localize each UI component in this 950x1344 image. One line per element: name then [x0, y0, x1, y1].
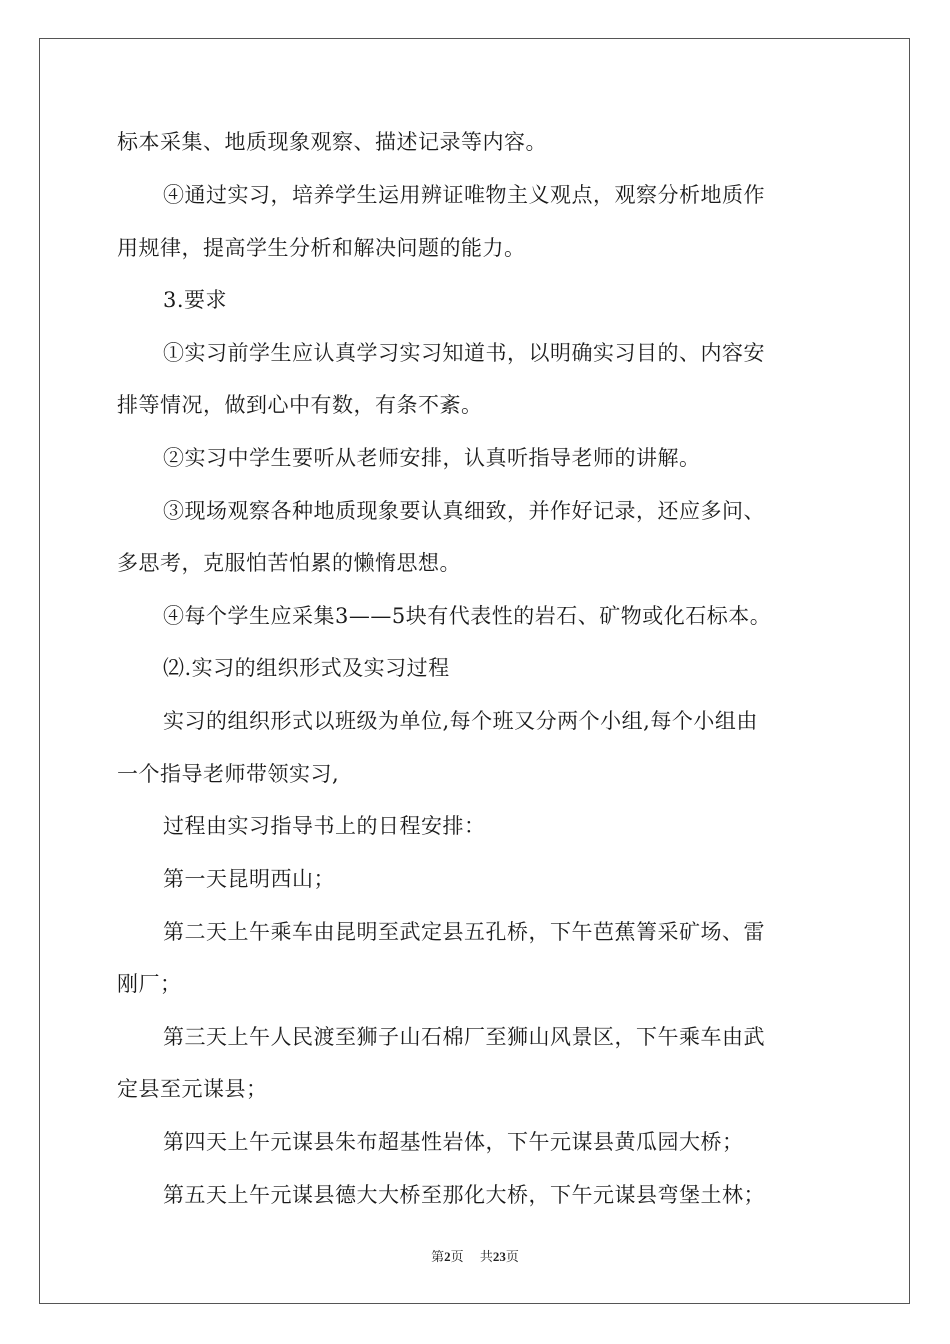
text-line: 第五天上午元谋县德大大桥至那化大桥，下午元谋县弯堡土林； — [163, 1183, 765, 1207]
total-unit: 页 — [505, 1249, 519, 1264]
text-line: 第一天昆明西山； — [163, 867, 335, 891]
text-line: 一个指导老师带领实习, — [117, 762, 340, 786]
text-line: 用规律，提高学生分析和解决问题的能力。 — [117, 236, 526, 260]
section-heading: ⑵.实习的组织形式及实习过程 — [163, 656, 450, 680]
page-unit: 页 — [450, 1249, 464, 1264]
page-number: 2 — [444, 1249, 451, 1264]
page-footer — [0, 1246, 950, 1265]
text-line: 第三天上午人民渡至狮子山石棉厂至狮山风景区，下午乘车由武 — [163, 1025, 765, 1049]
page-label — [431, 1246, 464, 1265]
text-line: ④每个学生应采集3——5块有代表性的岩石、矿物或化石标本。 — [163, 604, 772, 628]
text-line: 第二天上午乘车由昆明至武定县五孔桥，下午芭蕉箐采矿场、雷 — [163, 920, 765, 944]
total-prefix: 共 — [479, 1249, 493, 1264]
page-prefix: 第 — [431, 1249, 445, 1264]
section-heading: 3.要求 — [163, 288, 228, 312]
text-line: 第四天上午元谋县朱布超基性岩体，下午元谋县黄瓜园大桥； — [163, 1130, 744, 1154]
text-line: 排等情况，做到心中有数，有条不紊。 — [117, 393, 483, 417]
text-line: ③现场观察各种地质现象要认真细致，并作好记录，还应多问、 — [163, 499, 765, 523]
text-line: 过程由实习指导书上的日程安排： — [163, 814, 486, 838]
text-line: ④通过实习，培养学生运用辨证唯物主义观点，观察分析地质作 — [163, 183, 765, 207]
text-line: 实习的组织形式以班级为单位,每个班又分两个小组,每个小组由 — [163, 709, 758, 733]
text-line: 定县至元谋县； — [117, 1077, 268, 1101]
text-line: ②实习中学生要听从老师安排，认真听指导老师的讲解。 — [163, 446, 701, 470]
text-line: 多思考，克服怕苦怕累的懒惰思想。 — [117, 551, 461, 575]
text-line: 刚厂； — [117, 972, 182, 996]
total-pages: 23 — [492, 1249, 506, 1264]
total-label — [480, 1246, 519, 1265]
text-line: 标本采集、地质现象观察、描述记录等内容。 — [117, 130, 547, 154]
text-line: ①实习前学生应认真学习实习知道书，以明确实习目的、内容安 — [163, 341, 765, 365]
